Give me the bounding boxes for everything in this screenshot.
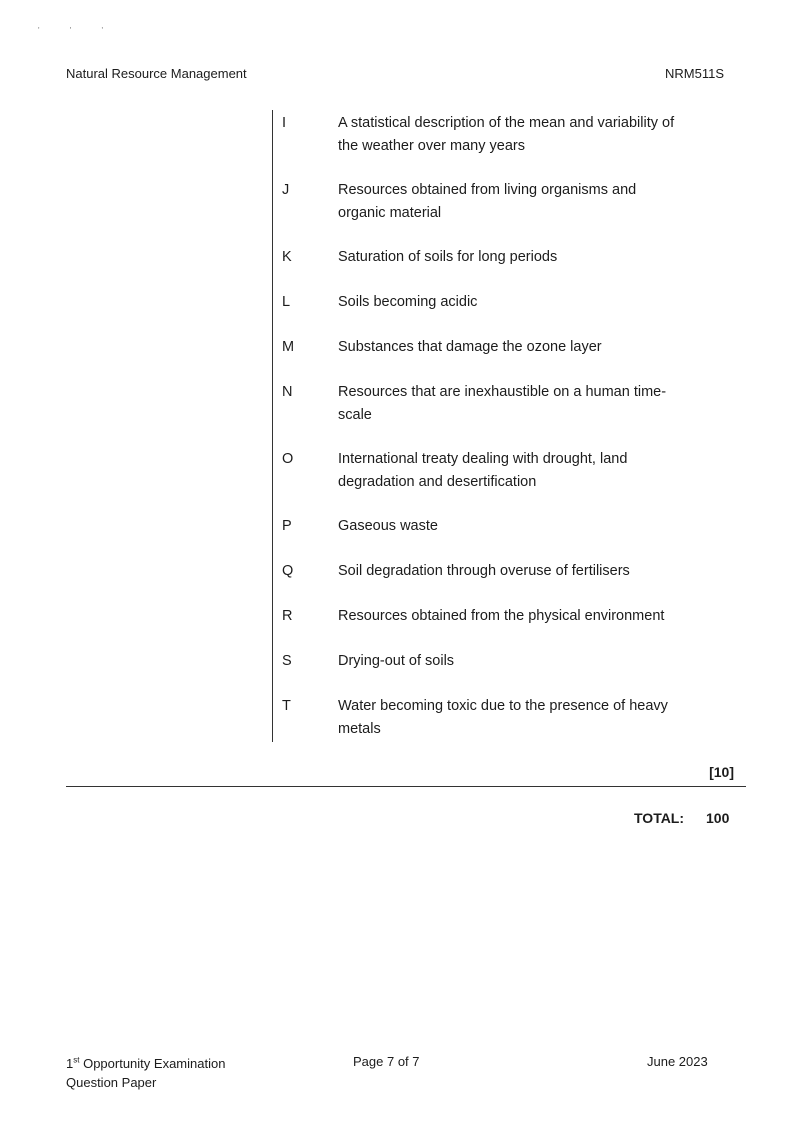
definition-letter: R [282, 608, 293, 624]
definition-letter: T [282, 698, 291, 714]
definition-letter: P [282, 518, 292, 534]
course-code: NRM511S [664, 66, 724, 81]
scan-marks: ' ' ' [38, 26, 118, 35]
section-divider [66, 786, 746, 787]
definition-text: Soils becoming acidic [338, 294, 478, 310]
exam-number: 1 [66, 1056, 74, 1071]
section-marks: [10] [709, 764, 734, 780]
definition-text: Resources that are inexhaustible on a human time-scale [338, 384, 667, 423]
definition-letter: K [282, 249, 292, 265]
exam-suffix: st [73, 1055, 80, 1065]
definition-text: A statistical description of the mean and variability of the weather over many years [338, 115, 675, 154]
definition-letter: S [282, 653, 292, 669]
definition-letter: N [282, 384, 293, 400]
definition-letter: M [282, 339, 295, 355]
exam-rest: Opportunity Examination [79, 1056, 226, 1071]
total-value: 100 [706, 810, 730, 826]
definition-text: Gaseous waste [338, 518, 438, 534]
definition-letter: L [282, 294, 291, 310]
column-divider [272, 110, 273, 742]
page-number: Page 7 of 7 [353, 1054, 420, 1069]
definition-letter: Q [282, 563, 294, 579]
definition-text: Water becoming toxic due to the presence of heavy metals [338, 698, 668, 737]
definition-text: International treaty dealing with drought, land degradation and desertification [338, 451, 628, 490]
definition-text: Substances that damage the ozone layer [338, 339, 602, 355]
definition-text: Soil degradation through overuse of fertilisers [338, 563, 630, 579]
definition-text: Resources obtained from the physical environment [338, 608, 665, 624]
total-label: TOTAL: [634, 810, 685, 826]
definition-text: Drying-out of soils [338, 653, 455, 669]
footer-exam-title [66, 1054, 225, 1092]
course-title: Natural Resource Management [66, 66, 247, 81]
definition-letter: I [282, 115, 287, 131]
exam-date: June 2023 [647, 1054, 708, 1069]
definition-text: Saturation of soils for long periods [338, 249, 558, 265]
definition-letter: J [282, 182, 290, 198]
definition-text: Resources obtained from living organisms and organic material [338, 182, 637, 221]
exam-line2: Question Paper [66, 1075, 157, 1090]
definition-letter: O [282, 451, 294, 467]
